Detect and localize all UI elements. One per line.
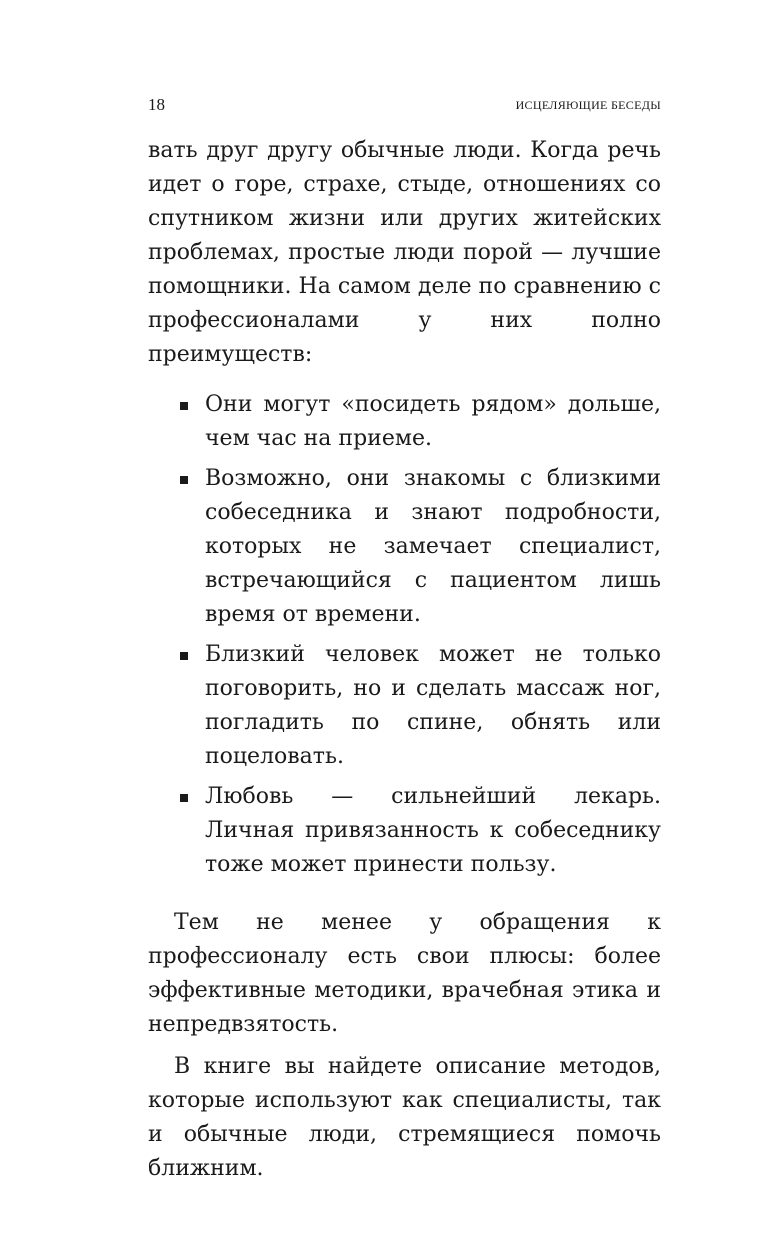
- body-paragraph: Тем не менее у обращения к профессионалу есть свои плюсы: более эффективные методики, врачебная этика и непредвзятость.: [148, 910, 661, 1037]
- running-title: ИСЦЕЛЯЮЩИЕ БЕСЕДЫ: [515, 98, 661, 112]
- list-item: [148, 462, 661, 632]
- square-bullet-icon: [180, 402, 188, 410]
- intro-paragraph: вать друг другу обычные люди. Когда речь идет о горе, страхе, стыде, отношениях со спутником жизни или других житейских проблемах, простые люди порой — лучшие помощники. На самом деле по сравнению с профессионалами у них полно преимуществ:: [148, 138, 661, 367]
- advantages-list: [148, 388, 661, 882]
- page-header: [148, 93, 661, 117]
- page-content: [148, 134, 661, 1186]
- square-bullet-icon: [180, 652, 188, 660]
- list-item: [148, 388, 661, 456]
- list-item: [148, 780, 661, 882]
- list-item-text: Возможно, они знакомы с близкими собеседника и знают подробности, которых не замечает специалист, встречающийся с пациентом лишь время от времени.: [205, 466, 661, 627]
- page-number: 18: [148, 95, 165, 114]
- list-item-text: Они могут «посидеть рядом» дольше, чем час на приеме.: [205, 392, 661, 451]
- square-bullet-icon: [180, 476, 188, 484]
- list-item-text: Любовь — сильнейший лекарь. Личная привязанность к собеседнику тоже может принести пользу.: [205, 784, 661, 877]
- square-bullet-icon: [180, 794, 188, 802]
- body-paragraph: В книге вы найдете описание методов, которые используют как специалисты, так и обычные люди, стремящиеся помочь ближним.: [148, 1054, 661, 1181]
- list-item-text: Близкий человек может не только поговорить, но и сделать массаж ног, погладить по спине, обнять или поцеловать.: [205, 642, 661, 769]
- list-item: [148, 638, 661, 774]
